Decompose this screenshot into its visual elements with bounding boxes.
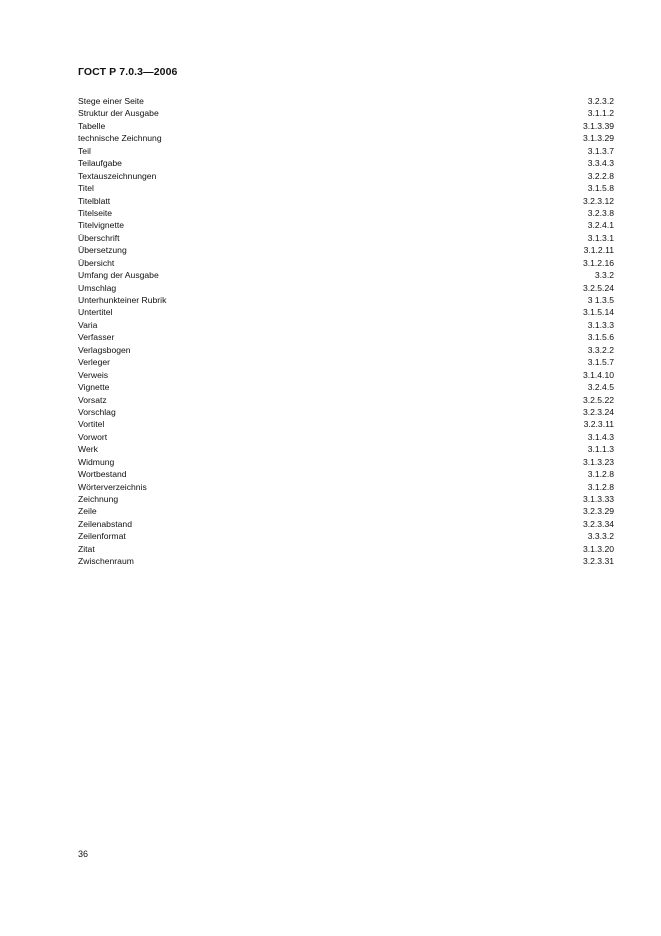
index-term: Vignette	[78, 382, 110, 393]
index-reference: 3 1.3.5	[587, 295, 614, 305]
index-term: Teil	[78, 145, 91, 156]
index-entry	[78, 257, 614, 269]
index-entry	[78, 269, 614, 281]
index-reference: 3.2.5.22	[582, 394, 614, 405]
index-reference: 3.1.1.2	[587, 108, 614, 119]
index-term: Vorschlag	[78, 406, 116, 417]
index-entry	[78, 132, 614, 144]
index-entry	[78, 207, 614, 219]
index-entry	[78, 356, 614, 368]
index-reference: 3.1.3.1	[587, 232, 614, 243]
index-entry	[78, 107, 614, 119]
index-entry	[78, 120, 614, 132]
index-entry	[78, 381, 614, 393]
index-reference: 3.1.3.7	[587, 145, 614, 156]
index-term: Überschrift	[78, 232, 120, 243]
index-entry	[78, 418, 614, 430]
index-reference: 3.3.2.2	[587, 344, 614, 355]
index-reference: 3.1.5.14	[582, 307, 614, 318]
index-term: Verleger	[78, 357, 111, 368]
index-reference: 3.2.3.11	[583, 419, 614, 430]
index-entry	[78, 95, 614, 107]
index-term: Teilaufgabe	[78, 158, 122, 169]
index-reference: 3.1.5.6	[587, 332, 614, 343]
index-entry	[78, 505, 614, 517]
index-reference: 3.2.4.1	[587, 220, 614, 231]
index-entry	[78, 145, 614, 157]
index-reference: 3.1.5.8	[587, 183, 614, 194]
index-term: Untertitel	[78, 307, 113, 318]
index-entry	[78, 555, 614, 567]
index-reference: 3.1.4.10	[582, 369, 614, 380]
index-reference: 3.1.2.16	[582, 257, 614, 268]
index-term: Übersetzung	[78, 245, 127, 256]
index-reference: 3.1.3.29	[582, 133, 614, 144]
index-term: Varia	[78, 319, 98, 330]
index-term: Vorsatz	[78, 394, 107, 405]
index-entry	[78, 468, 614, 480]
index-term: Umfang der Ausgabe	[78, 270, 159, 281]
index-term: Verfasser	[78, 332, 115, 343]
index-entry	[78, 331, 614, 343]
index-entry	[78, 182, 614, 194]
index-reference: 3.2.5.24	[582, 282, 614, 293]
index-reference: 3.1.2.8	[587, 481, 614, 492]
index-list	[78, 95, 614, 568]
index-entry	[78, 244, 614, 256]
index-reference: 3.1.3.3	[587, 319, 614, 330]
index-reference: 3.3.2	[594, 270, 614, 281]
index-reference: 3.1.1.3	[587, 444, 614, 455]
index-entry	[78, 319, 614, 331]
index-term: Vortitel	[78, 419, 105, 430]
index-term: Titelvignette	[78, 220, 125, 231]
index-entry	[78, 195, 614, 207]
index-entry	[78, 456, 614, 468]
index-reference: 3.2.4.5	[587, 382, 614, 393]
index-entry	[78, 530, 614, 542]
index-entry	[78, 344, 614, 356]
index-reference: 3.2.3.24	[582, 406, 614, 417]
index-entry	[78, 481, 614, 493]
index-entry	[78, 369, 614, 381]
index-term: Umschlag	[78, 282, 117, 293]
index-entry	[78, 170, 614, 182]
index-entry	[78, 306, 614, 318]
index-reference: 3.3.4.3	[587, 158, 614, 169]
index-reference: 3.1.4.3	[587, 431, 614, 442]
index-reference: 3.1.5.7	[587, 357, 614, 368]
index-entry	[78, 232, 614, 244]
index-term: Widmung	[78, 456, 115, 467]
index-entry	[78, 219, 614, 231]
index-entry	[78, 294, 614, 306]
index-reference: 3.3.3.2	[587, 531, 614, 542]
index-term: Zeilenabstand	[78, 518, 132, 529]
index-term: Titelseite	[78, 207, 113, 218]
index-entry	[78, 157, 614, 169]
index-reference: 3.1.3.39	[582, 120, 614, 131]
index-term: Zeichnung	[78, 494, 119, 504]
index-term: Unterhunkteiner Rubrik	[78, 295, 167, 305]
index-reference: 3.2.2.8	[587, 170, 614, 181]
index-entry	[78, 282, 614, 294]
index-term: Textauszeichnungen	[78, 170, 157, 181]
index-term: Werk	[78, 444, 98, 455]
index-term: Titel	[78, 183, 94, 194]
index-term: Verweis	[78, 369, 109, 380]
index-reference: 3.1.2.11	[583, 245, 614, 256]
index-term: Tabelle	[78, 120, 106, 131]
index-reference: 3.1.2.8	[587, 469, 614, 480]
index-term: Wörterverzeichnis	[78, 481, 147, 492]
index-term: Wortbestand	[78, 469, 127, 480]
index-reference: 3.2.3.8	[587, 207, 614, 218]
index-term: Übersicht	[78, 257, 115, 268]
index-reference: 3.2.3.29	[582, 506, 614, 517]
index-reference: 3.1.3.33	[582, 494, 614, 504]
index-term: Titelblatt	[78, 195, 111, 206]
index-term: Zitat	[78, 543, 95, 554]
index-entry	[78, 543, 614, 555]
index-entry	[78, 443, 614, 455]
index-entry	[78, 518, 614, 530]
document-header-title: ГОСТ Р 7.0.3—2006	[78, 66, 178, 78]
index-reference: 3.1.3.20	[582, 543, 614, 554]
index-term: Zeilenformat	[78, 531, 126, 542]
index-entry	[78, 431, 614, 443]
index-reference: 3.2.3.31	[582, 556, 614, 567]
index-term: Stege einer Seite	[78, 96, 144, 106]
index-reference: 3.1.3.23	[582, 456, 614, 467]
index-reference: 3.2.3.34	[582, 518, 614, 529]
index-term: Struktur der Ausgabe	[78, 108, 159, 119]
page-number: 36	[78, 849, 89, 859]
index-term: Verlagsbogen	[78, 344, 131, 355]
index-term: Vorwort	[78, 431, 108, 442]
index-entry	[78, 493, 614, 505]
index-entry	[78, 406, 614, 418]
index-term: Zwischenraum	[78, 556, 134, 567]
index-entry	[78, 394, 614, 406]
index-term: technische Zeichnung	[78, 133, 162, 144]
index-reference: 3.2.3.2	[587, 96, 614, 106]
index-reference: 3.2.3.12	[582, 195, 614, 206]
index-term: Zeile	[78, 506, 97, 517]
